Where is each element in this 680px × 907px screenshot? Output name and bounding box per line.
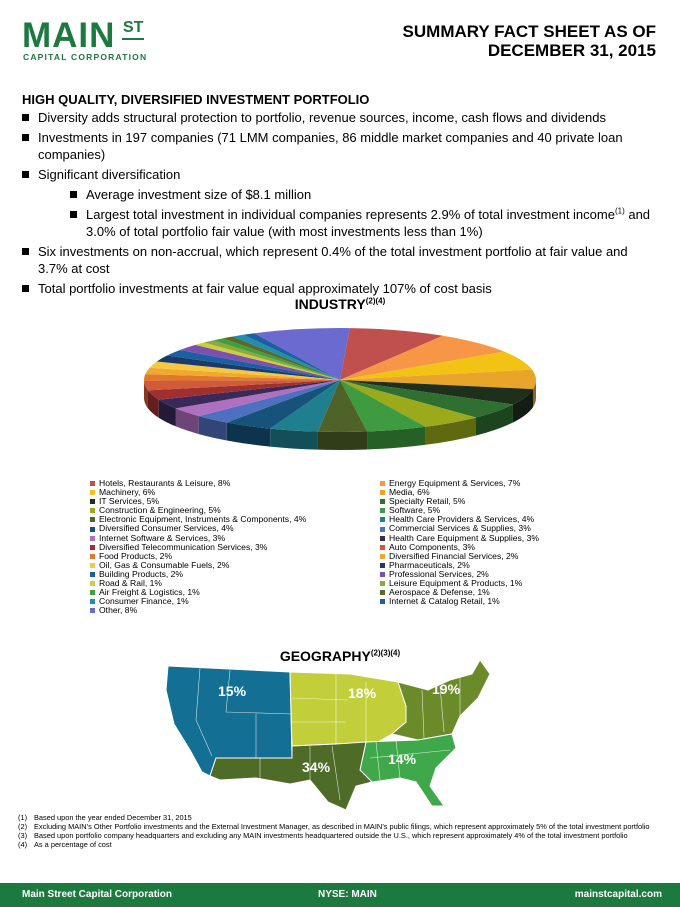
legend-row — [90, 479, 610, 488]
legend-label: Media, 6% — [389, 487, 430, 498]
region-label-southwest: 34% — [302, 759, 331, 775]
industry-pie-chart — [0, 310, 680, 480]
legend-row — [90, 488, 610, 497]
logo-underline — [122, 38, 144, 40]
industry-title-text: INDUSTRY — [294, 296, 366, 312]
legend-item — [90, 606, 380, 615]
footnote — [18, 822, 658, 831]
legend-label: Road & Rail, 1% — [99, 578, 163, 589]
bullet-marker — [22, 248, 29, 255]
legend-label: Construction & Engineering, 5% — [99, 505, 221, 516]
legend-label: Diversified Financial Services, 2% — [389, 550, 519, 561]
region-label-southeast: 14% — [388, 751, 417, 767]
footnote-text: Excluding MAIN’s Other Portfolio investments and the External Investment Manager, as described in MAIN’s public filings, which represent approximately 5% of the total investment portfolio — [34, 822, 650, 831]
legend-swatch — [90, 572, 95, 577]
bullet-text: Significant diversification — [38, 167, 181, 182]
footer-bar — [0, 883, 680, 907]
legend-label: Health Care Providers & Services, 4% — [389, 514, 535, 525]
bullet-text: Diversity adds structural protection to portfolio, revenue sources, income, cash flows and dividends — [38, 110, 606, 125]
legend-label: Professional Services, 2% — [389, 568, 489, 579]
region-label-west: 15% — [218, 683, 247, 699]
bullet-marker — [22, 171, 29, 178]
bullet-marker — [70, 211, 77, 218]
legend-swatch — [90, 545, 95, 550]
legend-row — [90, 597, 610, 606]
legend-label: Hotels, Restaurants & Leisure, 8% — [99, 478, 231, 488]
legend-row — [90, 570, 610, 579]
page-title-line2: DECEMBER 31, 2015 — [487, 41, 656, 60]
legend-label: Energy Equipment & Services, 7% — [389, 478, 521, 488]
legend-swatch — [90, 490, 95, 495]
bullet-marker — [70, 191, 77, 198]
legend-swatch — [380, 499, 385, 504]
legend-swatch — [380, 536, 385, 541]
sub-bullet-item — [70, 186, 658, 203]
legend-label: Other, 8% — [99, 605, 138, 616]
legend-label: Building Products, 2% — [99, 568, 184, 579]
legend-label: IT Services, 5% — [99, 496, 160, 507]
bullet-item — [22, 280, 658, 297]
legend-label: Diversified Consumer Services, 4% — [99, 523, 234, 534]
bullet-text: Total portfolio investments at fair value equal approximately 107% of cost basis — [38, 281, 492, 296]
legend-swatch — [380, 563, 385, 568]
page-title-line1: SUMMARY FACT SHEET AS OF — [402, 22, 656, 41]
sub-bullet-item — [70, 206, 658, 240]
legend-swatch — [90, 481, 95, 486]
legend-label: Aerospace & Defense, 1% — [389, 587, 490, 598]
bullet-item — [22, 109, 658, 126]
legend-swatch — [90, 527, 95, 532]
region-label-northeast: 19% — [432, 681, 461, 697]
legend-swatch — [380, 490, 385, 495]
region-southeast — [360, 734, 456, 806]
footnote-text: As a percentage of cost — [34, 840, 112, 849]
legend-swatch — [380, 572, 385, 577]
legend-label: Air Freight & Logistics, 1% — [99, 587, 200, 598]
footnote-number: (4) — [18, 840, 28, 849]
legend-label: Internet & Catalog Retail, 1% — [389, 596, 500, 607]
industry-legend — [90, 479, 610, 615]
bullet-text: Six investments on non-accrual, which represent 0.4% of the total investment portfolio at fair value and 3.7% at cost — [38, 244, 628, 276]
legend-label: Electronic Equipment, Instruments & Components, 4% — [99, 514, 307, 525]
footer-website[interactable]: mainstcapital.com — [574, 889, 662, 900]
legend-label: Leisure Equipment & Products, 1% — [389, 578, 523, 589]
region-label-midwest: 18% — [348, 685, 377, 701]
legend-swatch — [90, 554, 95, 559]
footnote-number: (1) — [18, 813, 28, 822]
bullet-marker — [22, 285, 29, 292]
bullet-text: Largest total investment in individual companies represents 2.9% of total investment income — [86, 207, 615, 222]
bullet-list — [22, 109, 658, 300]
footnote — [18, 813, 658, 822]
legend-swatch — [380, 581, 385, 586]
page-title — [403, 22, 656, 60]
footnote — [18, 840, 658, 849]
footnote-number: (3) — [18, 831, 28, 840]
bullet-text-cont: and 3.0% of total portfolio fair value (with most investments less than 1%) — [86, 207, 651, 239]
footnote — [18, 831, 658, 840]
pie-slice-side — [318, 432, 367, 450]
legend-item — [380, 597, 610, 606]
legend-label: Consumer Finance, 1% — [99, 596, 189, 607]
footer-company: Main Street Capital Corporation — [22, 889, 173, 900]
legend-swatch — [380, 599, 385, 604]
footnote-text: Based upon the year ended December 31, 2015 — [34, 813, 192, 822]
industry-title-sup: (2)(4) — [365, 296, 386, 306]
legend-swatch — [380, 508, 385, 513]
company-logo — [22, 18, 152, 62]
legend-swatch — [90, 563, 95, 568]
bullet-marker — [22, 114, 29, 121]
logo-st-text: ST — [123, 19, 144, 36]
legend-row — [90, 606, 610, 615]
legend-label: Oil, Gas & Consumable Fuels, 2% — [99, 559, 230, 570]
bullet-text: Average investment size of $8.1 million — [86, 187, 312, 202]
footnote-number: (2) — [18, 822, 28, 831]
legend-swatch — [90, 581, 95, 586]
geography-title-text: GEOGRAPHY — [279, 648, 371, 664]
legend-swatch — [380, 554, 385, 559]
legend-swatch — [90, 517, 95, 522]
legend-swatch — [380, 527, 385, 532]
legend-label: Health Care Equipment & Supplies, 3% — [389, 532, 539, 543]
footnote-text: Based upon portfolio company headquarters and excluding any MAIN investments headquartered outside the U.S., which represent approximately 4% of the total investment portfolio — [34, 831, 628, 840]
section-heading: HIGH QUALITY, DIVERSIFIED INVESTMENT PORTFOLIO — [22, 92, 370, 107]
legend-swatch — [90, 599, 95, 604]
legend-swatch — [380, 481, 385, 486]
legend-swatch — [90, 499, 95, 504]
footnotes — [18, 813, 658, 849]
legend-swatch — [380, 517, 385, 522]
logo-main-text: MAIN — [22, 16, 116, 55]
legend-swatch — [90, 608, 95, 613]
us-geography-map — [160, 660, 500, 810]
legend-label: Pharmaceuticals, 2% — [389, 559, 470, 570]
legend-swatch — [90, 536, 95, 541]
bullet-marker — [22, 134, 29, 141]
bullet-item — [22, 129, 658, 163]
logo-subtitle: CAPITAL CORPORATION — [23, 52, 148, 62]
legend-label: Software, 5% — [389, 505, 441, 516]
legend-label: Commercial Services & Supplies, 3% — [389, 523, 531, 534]
pie-slice-side — [270, 429, 318, 450]
bullet-text: Investments in 197 companies (71 LMM companies, 86 middle market companies and 40 private loan companies) — [38, 130, 623, 162]
legend-label: Specialty Retail, 5% — [389, 496, 466, 507]
geography-title-sup: (2)(3)(4) — [370, 648, 401, 658]
legend-label: Machinery, 6% — [99, 487, 156, 498]
bullet-item — [22, 166, 658, 183]
legend-label: Auto Components, 3% — [389, 541, 475, 552]
legend-swatch — [380, 590, 385, 595]
legend-label: Internet Software & Services, 3% — [99, 532, 226, 543]
footnote-ref: (1) — [614, 206, 625, 216]
footer-ticker: NYSE: MAIN — [318, 889, 377, 900]
legend-label: Diversified Telecommunication Services, 3% — [99, 541, 268, 552]
legend-swatch — [90, 590, 95, 595]
legend-swatch — [90, 508, 95, 513]
region-midwest — [290, 672, 406, 746]
legend-swatch — [380, 545, 385, 550]
bullet-item — [22, 243, 658, 277]
legend-label: Food Products, 2% — [99, 550, 173, 561]
